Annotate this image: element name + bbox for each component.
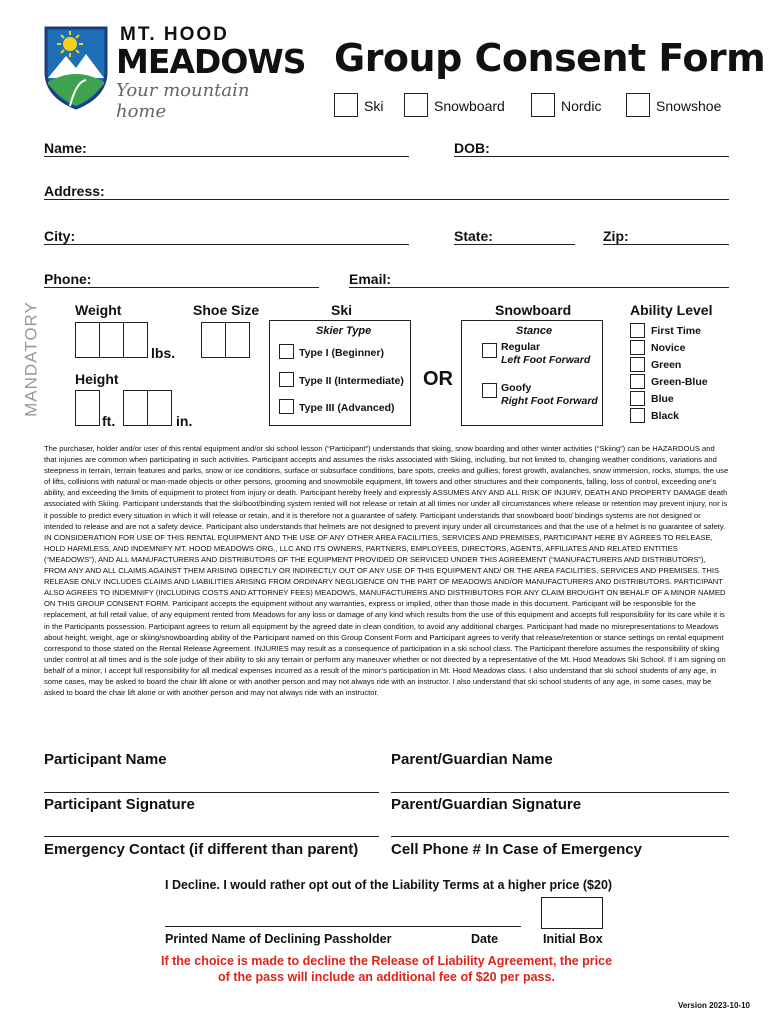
emergency-contact-label: Emergency Contact (if different than parent)	[44, 841, 359, 858]
ski-type-3-label: Type III (Advanced)	[299, 402, 395, 414]
shoe-size-box-1[interactable]	[201, 322, 226, 358]
snowboard-checkbox[interactable]	[404, 93, 428, 117]
zip-label: Zip:	[603, 228, 629, 244]
mountain-logo-icon	[40, 22, 112, 110]
participant-signature-label: Participant Signature	[44, 796, 195, 813]
lbs-label: lbs.	[151, 345, 176, 361]
regular-label: Regular	[501, 341, 541, 353]
decline-warning-line-2: of the pass will include an additional fee of $20 per pass.	[218, 970, 555, 984]
ski-type-1-checkbox[interactable]	[279, 344, 294, 359]
initial-box-label: Initial Box	[543, 932, 603, 946]
page-title: Group Consent Form	[334, 36, 766, 80]
height-inches-box-1[interactable]	[123, 390, 148, 426]
ft-label: ft.	[102, 413, 116, 429]
email-field[interactable]	[349, 287, 729, 288]
dob-label: DOB:	[454, 140, 490, 156]
printed-name-label: Printed Name of Declining Passholder	[165, 932, 392, 946]
email-label: Email:	[349, 271, 392, 287]
parent-name-field[interactable]	[391, 792, 729, 793]
height-inches-box-2[interactable]	[147, 390, 172, 426]
declining-passholder-name-field[interactable]	[165, 926, 521, 927]
ability-green-blue-checkbox[interactable]	[630, 374, 645, 389]
dob-field[interactable]	[454, 156, 729, 157]
ski-type-1-label: Type I (Beginner)	[299, 347, 384, 359]
snowshoe-checkbox[interactable]	[626, 93, 650, 117]
participant-name-label: Participant Name	[44, 751, 167, 768]
nordic-checkbox[interactable]	[531, 93, 555, 117]
ability-green-label: Green	[651, 359, 682, 371]
ability-level-title: Ability Level	[630, 302, 713, 318]
ability-green-checkbox[interactable]	[630, 357, 645, 372]
weight-box-3[interactable]	[123, 322, 148, 358]
nordic-label: Nordic	[561, 98, 602, 114]
shoe-size-box-2[interactable]	[225, 322, 250, 358]
weight-box-2[interactable]	[99, 322, 124, 358]
goofy-label: Goofy	[501, 382, 532, 394]
snowboard-label: Snowboard	[434, 98, 505, 114]
stance-label: Stance	[516, 325, 553, 337]
ski-type-2-checkbox[interactable]	[279, 372, 294, 387]
ability-blue-checkbox[interactable]	[630, 391, 645, 406]
ability-green-blue-label: Green-Blue	[651, 376, 708, 388]
parent-signature-field[interactable]	[391, 836, 729, 837]
brand-tagline: Your mountain home	[116, 80, 250, 122]
weight-label: Weight	[75, 302, 122, 318]
ability-first-time-checkbox[interactable]	[630, 323, 645, 338]
city-field[interactable]	[44, 244, 409, 245]
shoe-size-label: Shoe Size	[193, 302, 260, 318]
in-label: in.	[176, 413, 193, 429]
logo	[40, 22, 306, 122]
parent-signature-label: Parent/Guardian Signature	[391, 796, 582, 813]
snowshoe-label: Snowshoe	[656, 98, 722, 114]
participant-signature-field[interactable]	[44, 836, 379, 837]
zip-field[interactable]	[603, 244, 729, 245]
decline-warning-line-1: If the choice is made to decline the Release of Liability Agreement, the price	[160, 954, 613, 968]
ability-first-time-label: First Time	[651, 325, 701, 337]
liability-release-text: The purchaser, holder and/or user of this rental equipment and/or ski school lesson (“Participant”) understands that skiing, snow boarding and other winter activities (“Skiing”) can be HAZARDOUS and that injuries are common when participating in such activities. Participant accepts and assumes the risks associated with Skiing, including, but not limited to, changing weather conditions, variations and steepness in terrain, terrain features and parks, snow or ice conditions, surface or subsurface conditions, bare spots, creeks and gullies, forest growth, avalanches, snow immersion, rocks, stumps, the use of lifts, collisions with natural or man-made objects or other persons, grooming and snowmobile equipment, lift towers and other structures and their components, falling, loss of control, exceeding one’s ability, and exceeding the limits of equipment to protect from injury or death. Participant hereby freely and expressly ASSUMES ANY AND ALL RISK OF INJURY, DEATH AND PROPERTY DAMAGE death associated with Skiing. Participant understands that the ski/boot/binding system rented will not release or retain at all times nor under all circumstances where release or retention may prevent injury, nor is it possible to predict every situation in which it will release or retain, and it is therefore not a guarantee of safety. Participant understands that snowboard boot/ bindings systems are not designed or intended to release and are not a safety device. Participant also understands that helmets are not designed to prevent injury under all circumstances and that the use of a helmet is no guarantee of safety. IN CONSIDERATION FOR USE OF THIS RENTAL EQUIPMENT AND THE USE OF ANY OTHER AREA FACILITIES, SERVICES AND PREMISES, PARTICIPANT HERE BY AGREES TO RELEASE, HOLD HARMLESS, AND INDEMNIFY MT. HOOD MEADOWS ORG., LLC AND ITS OWNERS, PARTNERS, EMPLOYEES, DIRECTORS, AGENTS, AFFILIATES AND RELATED ENTITIES (“MEADOWS”), AND ALL MANUFACTURERS AND DISTRIBUTORS OF THE EQUIPMENT PROVIDED OR SERVICED UNDER THIS AGREEMENT (“MANUFACTURERS AND DISTRIBUTORS”), FROM ANY AND ALL CLAIMS AGAINST THEM ARISING DIRECTLY OR INDIRECTLY OUT OF ANY USE OF THIS EQUIPMENT AND/ OR THE AREA FACILITIES, SERVICES AND PREMISES. THIS RELEASE ONLY INCLUDES CLAIMS AND LIABILITIES ARISING FROM ORDINARY NEGLIGENCE ON THE PART OF MEADOWS AND/OR MANUFACTURERS AND DISTRIBUTORS. PARTICIPANT ALSO AGREES TO INDEMNIFY (INCLUDING COSTS AND ATTORNEY FEES) MEADOWS, MANUFACTURERS AND DISTRIBUTORS FOR ANY CLAIM BROUGHT ON BEHALF OF A MINOR NAMED ON THIS GROUP CONSENT FORM. Participant accepts the equipment without any warranties, express or implied, other than those made in this document. Participant will be responsible for the replacement, at full retail value, of any equipment rented from Meadows for any loss or damage of any kind which results from the use of this equipment and accepts full responsibility for its care while it is in the Participants possession. Participant agrees to return all equipment by the agreed date in clean condition, to avoid any additional charges. Participant had made no misrepresentations to Meadows about height, weight, age or skiing/snowboarding ability of the Participant named on this Group Consent Form and Participant agrees to verify that release/retention or stance settings on rental equipment correspond to those stated on the Rental Release Agreement. INJURIES may result as a consequence of participation in a ski school class. The Participant therefore assumes the responsibility of skiing under control at all times and is the sole judge of their ability to ski any terrain or perform any maneuver whether or not directed by a representative of the Mt. Hood Meadows Ski School. If I am signing on behalf of a minor, I accept full responsibility for all medical expenses incurred as a result of the minor’s participation in Mt. Hood Meadows class. I also understand that ski school students of any age, in some cases, may be asked to board the chair lift alone or with another person and may not always ride with an instructor. I also understand that ski school students of any age, in some cases, may be asked to board the chair lift alone or with another person and may not always ride with an instructor.	[44, 444, 729, 698]
ability-black-checkbox[interactable]	[630, 408, 645, 423]
ski-type-3-checkbox[interactable]	[279, 399, 294, 414]
name-label: Name:	[44, 140, 87, 156]
phone-field[interactable]	[44, 287, 319, 288]
skier-type-label: Skier Type	[316, 325, 372, 337]
or-label: OR	[423, 368, 453, 390]
address-label: Address:	[44, 183, 105, 199]
brand-top: MT. HOOD	[120, 24, 229, 45]
ability-black-label: Black	[651, 410, 680, 422]
weight-box-1[interactable]	[75, 322, 100, 358]
goofy-checkbox[interactable]	[482, 383, 497, 398]
ski-label: Ski	[364, 98, 384, 114]
ability-novice-checkbox[interactable]	[630, 340, 645, 355]
participant-name-field[interactable]	[44, 792, 379, 793]
name-field[interactable]	[44, 156, 409, 157]
mandatory-side-label: MANDATORY	[21, 301, 41, 417]
parent-name-label: Parent/Guardian Name	[391, 751, 553, 768]
ski-checkbox[interactable]	[334, 93, 358, 117]
ski-section-title: Ski	[331, 302, 353, 318]
state-label: State:	[454, 228, 493, 244]
state-field[interactable]	[454, 244, 575, 245]
height-label: Height	[75, 371, 119, 387]
phone-label: Phone:	[44, 271, 92, 287]
regular-sub-label: Left Foot Forward	[501, 354, 591, 366]
height-feet-box[interactable]	[75, 390, 100, 426]
date-label: Date	[471, 932, 499, 946]
decline-statement: I Decline. I would rather opt out of the Liability Terms at a higher price ($20)	[165, 878, 613, 892]
version-label: Version 2023-10-10	[677, 1001, 750, 1010]
ski-type-2-label: Type II (Intermediate)	[299, 375, 404, 387]
city-label: City:	[44, 228, 76, 244]
ability-blue-label: Blue	[651, 393, 674, 405]
ability-novice-label: Novice	[651, 342, 686, 354]
cell-phone-label: Cell Phone # In Case of Emergency	[391, 841, 642, 858]
address-field[interactable]	[44, 199, 729, 200]
initial-box[interactable]	[541, 897, 603, 929]
brand-main: MEADOWS	[116, 42, 306, 81]
goofy-sub-label: Right Foot Forward	[501, 395, 598, 407]
snowboard-section-title: Snowboard	[495, 302, 572, 318]
regular-checkbox[interactable]	[482, 343, 497, 358]
